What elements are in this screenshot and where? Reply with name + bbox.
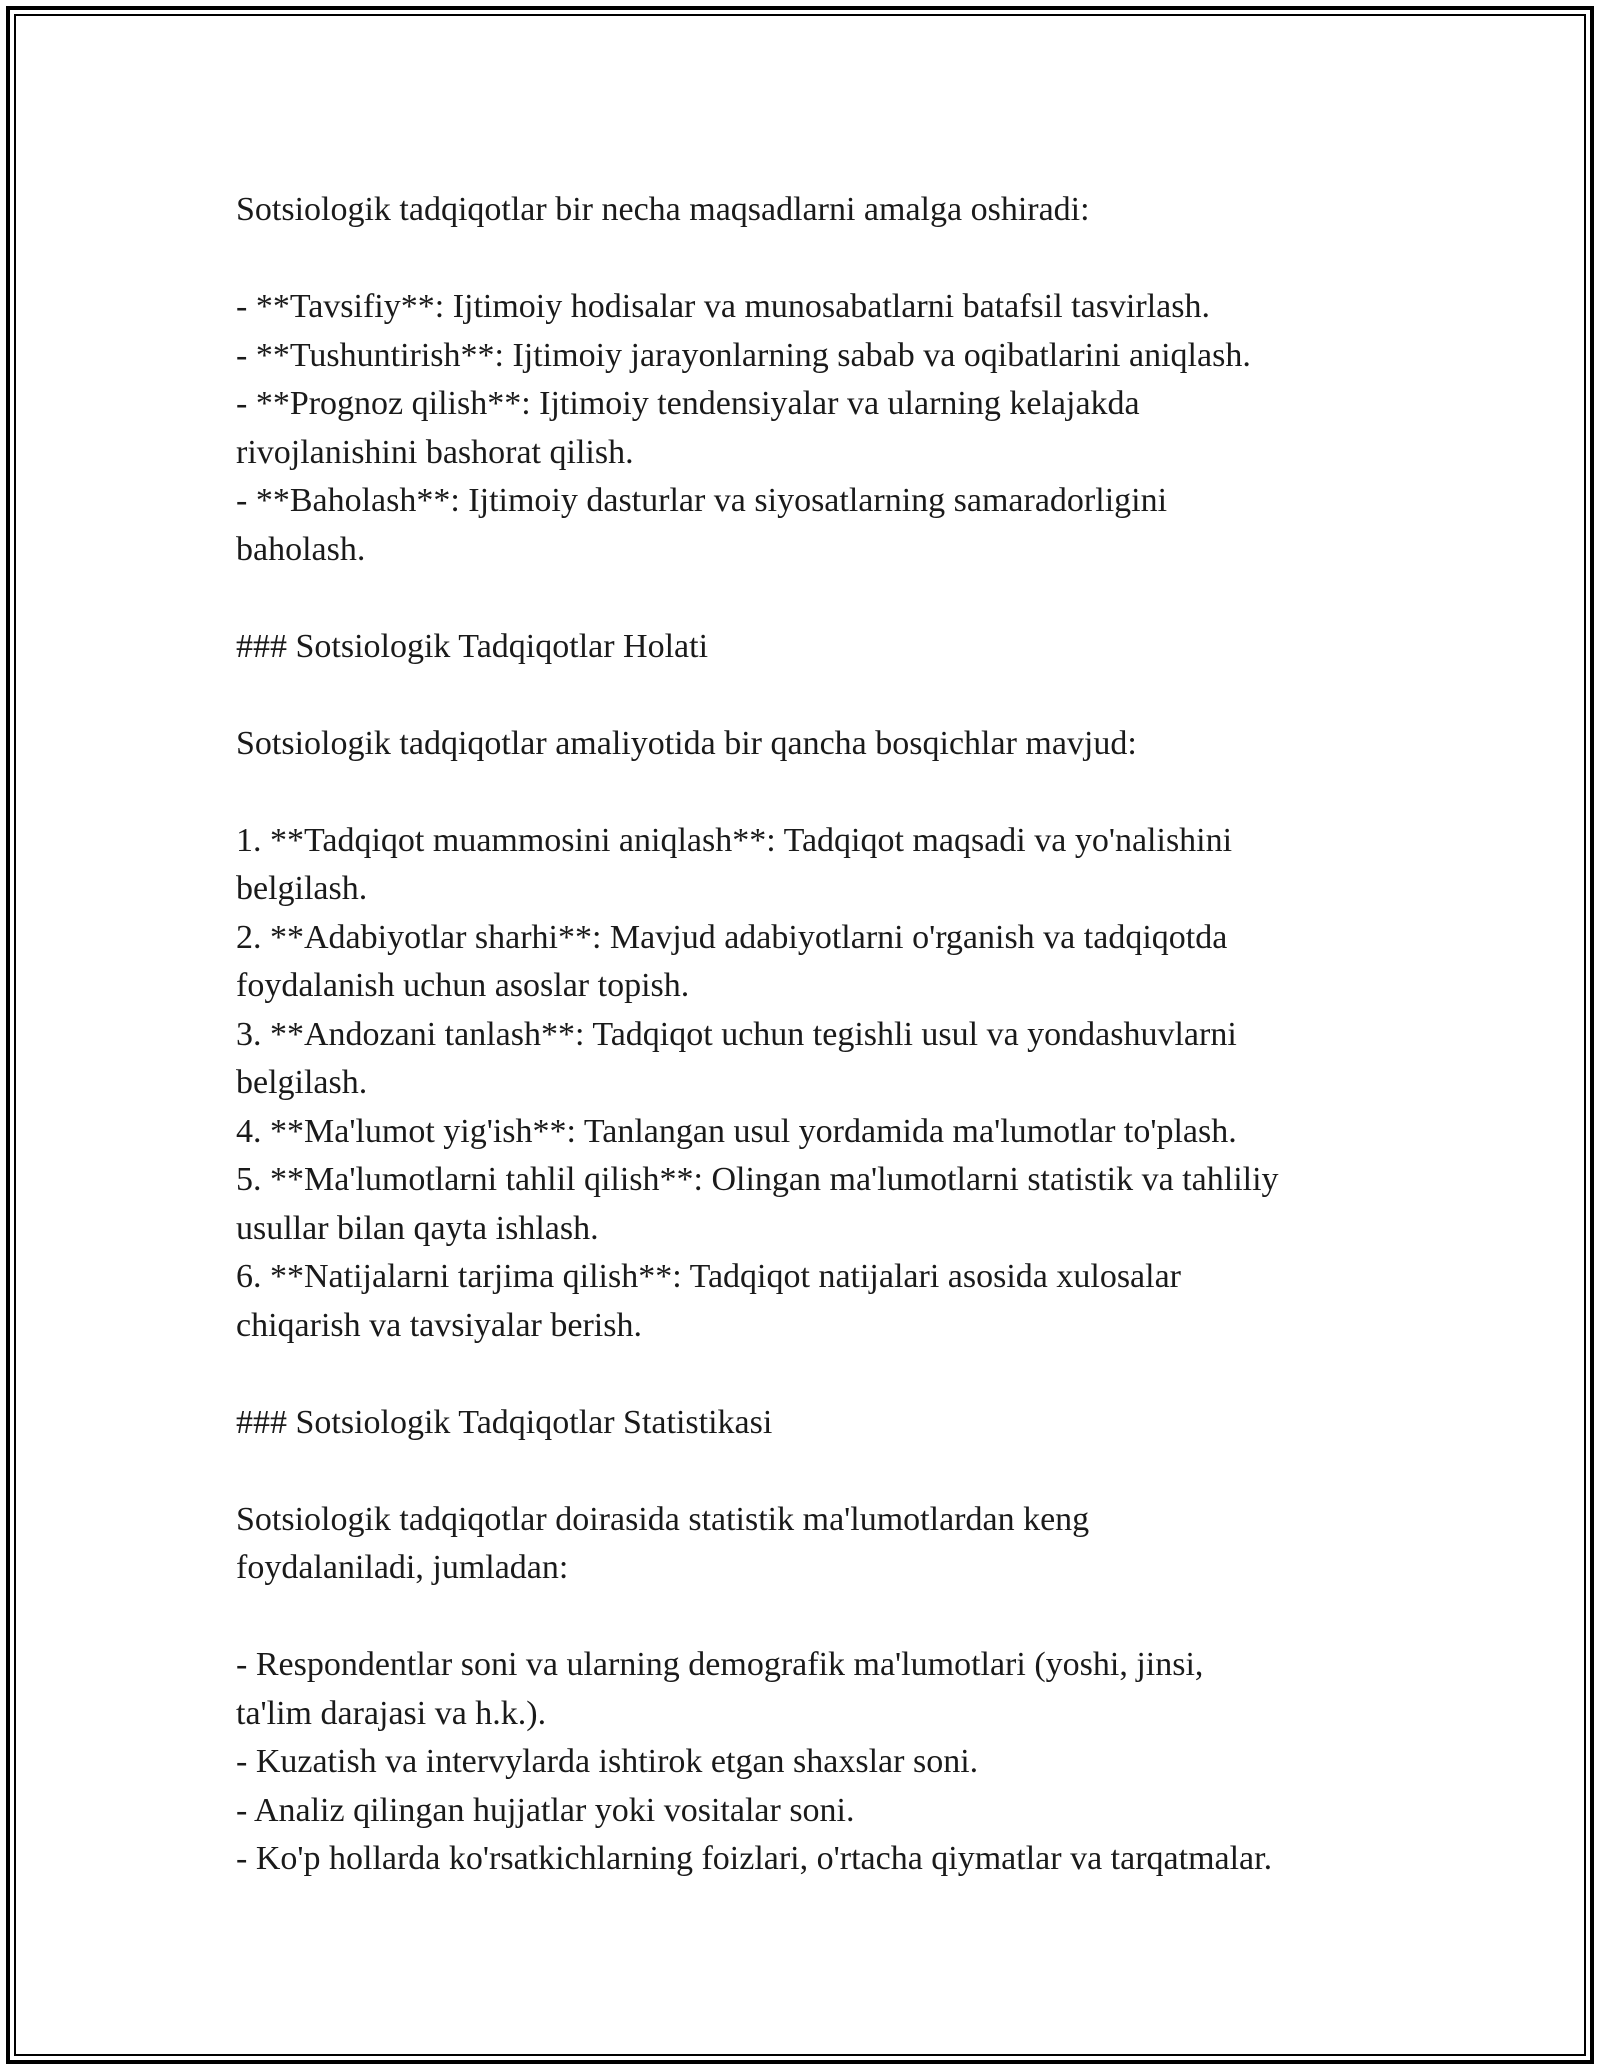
statistikasi-intro-paragraph-cont: foydalaniladi, jumladan: xyxy=(236,1549,569,1586)
numbered-item-5-cont: usullar bilan qayta ishlash. xyxy=(236,1209,599,1247)
statistikasi-intro-paragraph: Sotsiologik tadqiqotlar doirasida statistik ma'lumotlardan keng xyxy=(236,1500,1090,1538)
numbered-item-1: 1. **Tadqiqot muammosini aniqlash**: Tadqiqot maqsadi va yo'nalishini xyxy=(236,821,1233,859)
numbered-item-6-cont: chiqarish va tavsiyalar berish. xyxy=(236,1306,642,1344)
numbered-item-5: 5. **Ma'lumotlarni tahlil qilish**: Olingan ma'lumotlarni statistik va tahliliy xyxy=(236,1161,1279,1198)
numbered-item-3-cont: belgilash. xyxy=(236,1064,368,1101)
stat-item-respondentlar: - Respondentlar soni va ularning demografik ma'lumotlari (yoshi, jinsi, xyxy=(236,1646,1204,1683)
numbered-item-2-cont: foydalanish uchun asoslar topish. xyxy=(236,967,690,1004)
blank-line xyxy=(236,235,1376,284)
blank-line xyxy=(236,574,1376,623)
stat-item-kuzatish: - Kuzatish va intervylarda ishtirok etgan shaxslar soni. xyxy=(236,1743,979,1780)
blank-line xyxy=(236,1350,1376,1399)
section-heading-statistikasi: ### Sotsiologik Tadqiqotlar Statistikasi xyxy=(236,1403,773,1441)
numbered-item-3: 3. **Andozani tanlash**: Tadqiqot uchun tegishli usul va yondashuvlarni xyxy=(236,1015,1237,1053)
stat-item-respondentlar-cont: ta'lim darajasi va h.k.). xyxy=(236,1694,547,1732)
intro-paragraph: Sotsiologik tadqiqotlar bir necha maqsadlarni amalga oshiradi: xyxy=(236,191,1090,228)
document-body xyxy=(236,186,1376,1884)
numbered-item-1-cont: belgilash. xyxy=(236,870,368,907)
section-heading-holati: ### Sotsiologik Tadqiqotlar Holati xyxy=(236,627,709,665)
blank-line xyxy=(236,1593,1376,1642)
list-item-baholash: - **Baholash**: Ijtimoiy dasturlar va siyosatlarning samaradorligini xyxy=(236,482,1168,519)
numbered-item-6: 6. **Natijalarni tarjima qilish**: Tadqiqot natijalari asosida xulosalar xyxy=(236,1258,1181,1295)
holati-intro-paragraph: Sotsiologik tadqiqotlar amaliyotida bir qancha bosqichlar mavjud: xyxy=(236,724,1137,762)
stat-item-analiz: - Analiz qilingan hujjatlar yoki vositalar soni. xyxy=(236,1791,855,1829)
list-item-tavsifiy: - **Tavsifiy**: Ijtimoiy hodisalar va munosabatlarni batafsil tasvirlash. xyxy=(236,288,1210,325)
list-item-baholash-cont: baholash. xyxy=(236,530,366,568)
blank-line xyxy=(236,671,1376,720)
blank-line xyxy=(236,768,1376,817)
numbered-item-4: 4. **Ma'lumot yig'ish**: Tanlangan usul yordamida ma'lumotlar to'plash. xyxy=(236,1112,1237,1150)
numbered-item-2: 2. **Adabiyotlar sharhi**: Mavjud adabiyotlarni o'rganish va tadqiqotda xyxy=(236,918,1228,956)
stat-item-foizlar: - Ko'p hollarda ko'rsatkichlarning foizlari, o'rtacha qiymatlar va tarqatmalar. xyxy=(236,1840,1273,1877)
blank-line xyxy=(236,1447,1376,1496)
list-item-tushuntirish: - **Tushuntirish**: Ijtimoiy jarayonlarning sabab va oqibatlarini aniqlash. xyxy=(236,336,1251,374)
list-item-prognoz-cont: rivojlanishini bashorat qilish. xyxy=(236,433,634,471)
list-item-prognoz: - **Prognoz qilish**: Ijtimoiy tendensiyalar va ularning kelajakda xyxy=(236,385,1140,422)
